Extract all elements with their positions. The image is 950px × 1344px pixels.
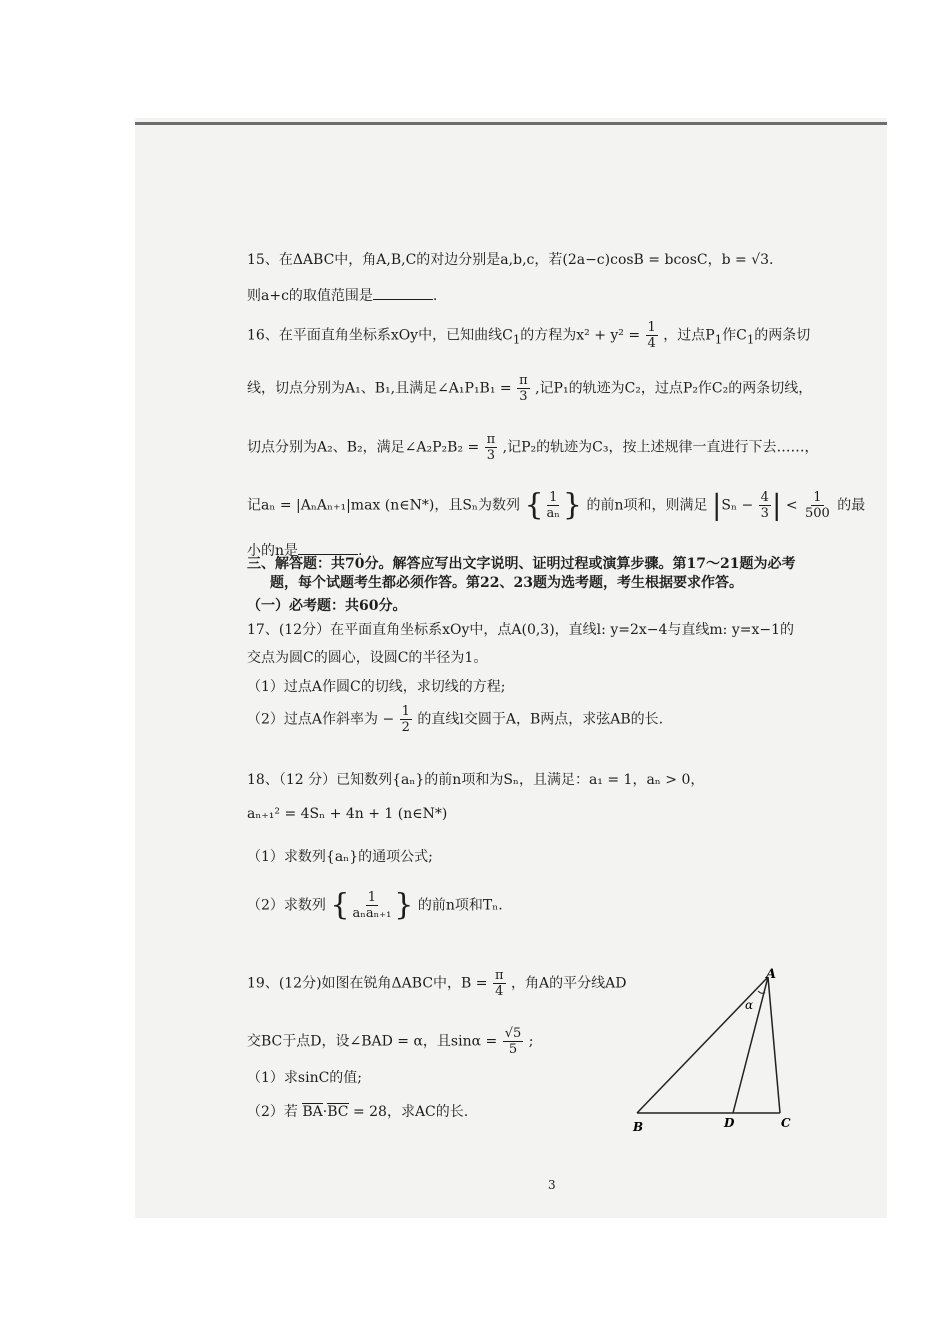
q19-line2: 交BC于点D，设∠BAD = α，且sinα = $\frac{√5}{5}$ ; bbox=[247, 1026, 534, 1057]
q16-line1: 16、在平面直角坐标系xOy中，已知曲线$C_1$的方程为x² + y² = $\frac{1}{4}$ ，过点$P_1$作$C_1$的两条切 bbox=[247, 320, 811, 351]
q15-line2: 则a+c的取值范围是 . bbox=[247, 285, 437, 306]
triangle-figure bbox=[625, 965, 805, 1135]
label-alpha: α bbox=[745, 998, 754, 1012]
q17-line2: 交点为圆C的圆心，设圆C的半径为1。 bbox=[247, 650, 488, 666]
q19-part2: （2）若 BA·BC = 28，求AC的长. bbox=[247, 1104, 469, 1120]
label-a: A bbox=[766, 967, 777, 982]
section-subtitle: （一）必考题：共60分。 bbox=[247, 598, 407, 614]
q17-part1: （1）过点A作圆C的切线，求切线的方程; bbox=[247, 679, 506, 695]
side-ac bbox=[768, 977, 780, 1113]
q15-line1: 15、在ΔABC中，角A,B,C的对边分别是a,b,c，若(2a−c)cosB = bcosC，b = √3. bbox=[247, 252, 774, 268]
answer-blank[interactable] bbox=[298, 540, 358, 555]
q18-line1: 18、（12 分）已知数列{aₙ}的前n项和为Sₙ，且满足：a₁ = 1，aₙ > 0， bbox=[247, 772, 705, 788]
q18-line2: aₙ₊₁² = 4Sₙ + 4n + 1 (n∈N*) bbox=[247, 806, 448, 822]
label-d: D bbox=[724, 1116, 735, 1130]
section-title-2: 题，每个试题考生都必须作答。第22、23题为选考题，考生根据要求作答。 bbox=[270, 575, 743, 591]
section-title: 三、解答题：共70分。解答应写出文字说明、证明过程或演算步骤。第17～21题为必考 bbox=[247, 556, 796, 572]
q16-line5: 小的n是 . bbox=[247, 540, 362, 561]
q19-line1: 19、(12分)如图在锐角ΔABC中，B = $\frac{\pi}{4}$ ，角A的平分线AD bbox=[247, 968, 627, 999]
q18-part1: （1）求数列{aₙ}的通项公式; bbox=[247, 849, 433, 865]
answer-blank[interactable] bbox=[373, 285, 433, 300]
q16-line4: 记aₙ = |AₙAₙ₊₁|max (n∈N*)，且Sₙ为数列 { $\frac{1}{\text{aₙ}}$ } 的前n项和，则满足 |Sₙ − $\frac{4}{3}$ | < $\frac{1}{500}$ 的最 bbox=[247, 487, 866, 523]
header-rule bbox=[135, 122, 887, 125]
q16-line2: 线，切点分别为A₁、B₁,且满足∠A₁P₁B₁ = $\frac{\pi}{3}$ ,记P₁的轨迹为C₂，过点P₂作C₂的两条切线， bbox=[247, 373, 813, 404]
q17-part2: （2）过点A作斜率为 − $\frac{1}{2}$ 的直线l交圆于A，B两点，求弦AB的长. bbox=[247, 704, 664, 735]
page-number: 3 bbox=[548, 1178, 556, 1192]
q17-line1: 17、(12分）在平面直角坐标系xOy中，点A(0,3)，直线l: y=2x−4与直线m: y=x−1的 bbox=[247, 622, 795, 638]
q18-part2: （2）求数列 { $\frac{1}{\text{aₙaₙ₊₁}}$ } 的前n项和Tₙ. bbox=[247, 887, 503, 923]
q16-line3: 切点分别为A₂、B₂，满足∠A₂P₂B₂ = $\frac{\pi}{3}$ ,记P₂的轨迹为C₃，按上述规律一直进行下去……， bbox=[247, 432, 819, 463]
label-b: B bbox=[633, 1120, 644, 1134]
label-c: C bbox=[781, 1116, 791, 1130]
q19-part1: （1）求sinC的值; bbox=[247, 1070, 363, 1086]
